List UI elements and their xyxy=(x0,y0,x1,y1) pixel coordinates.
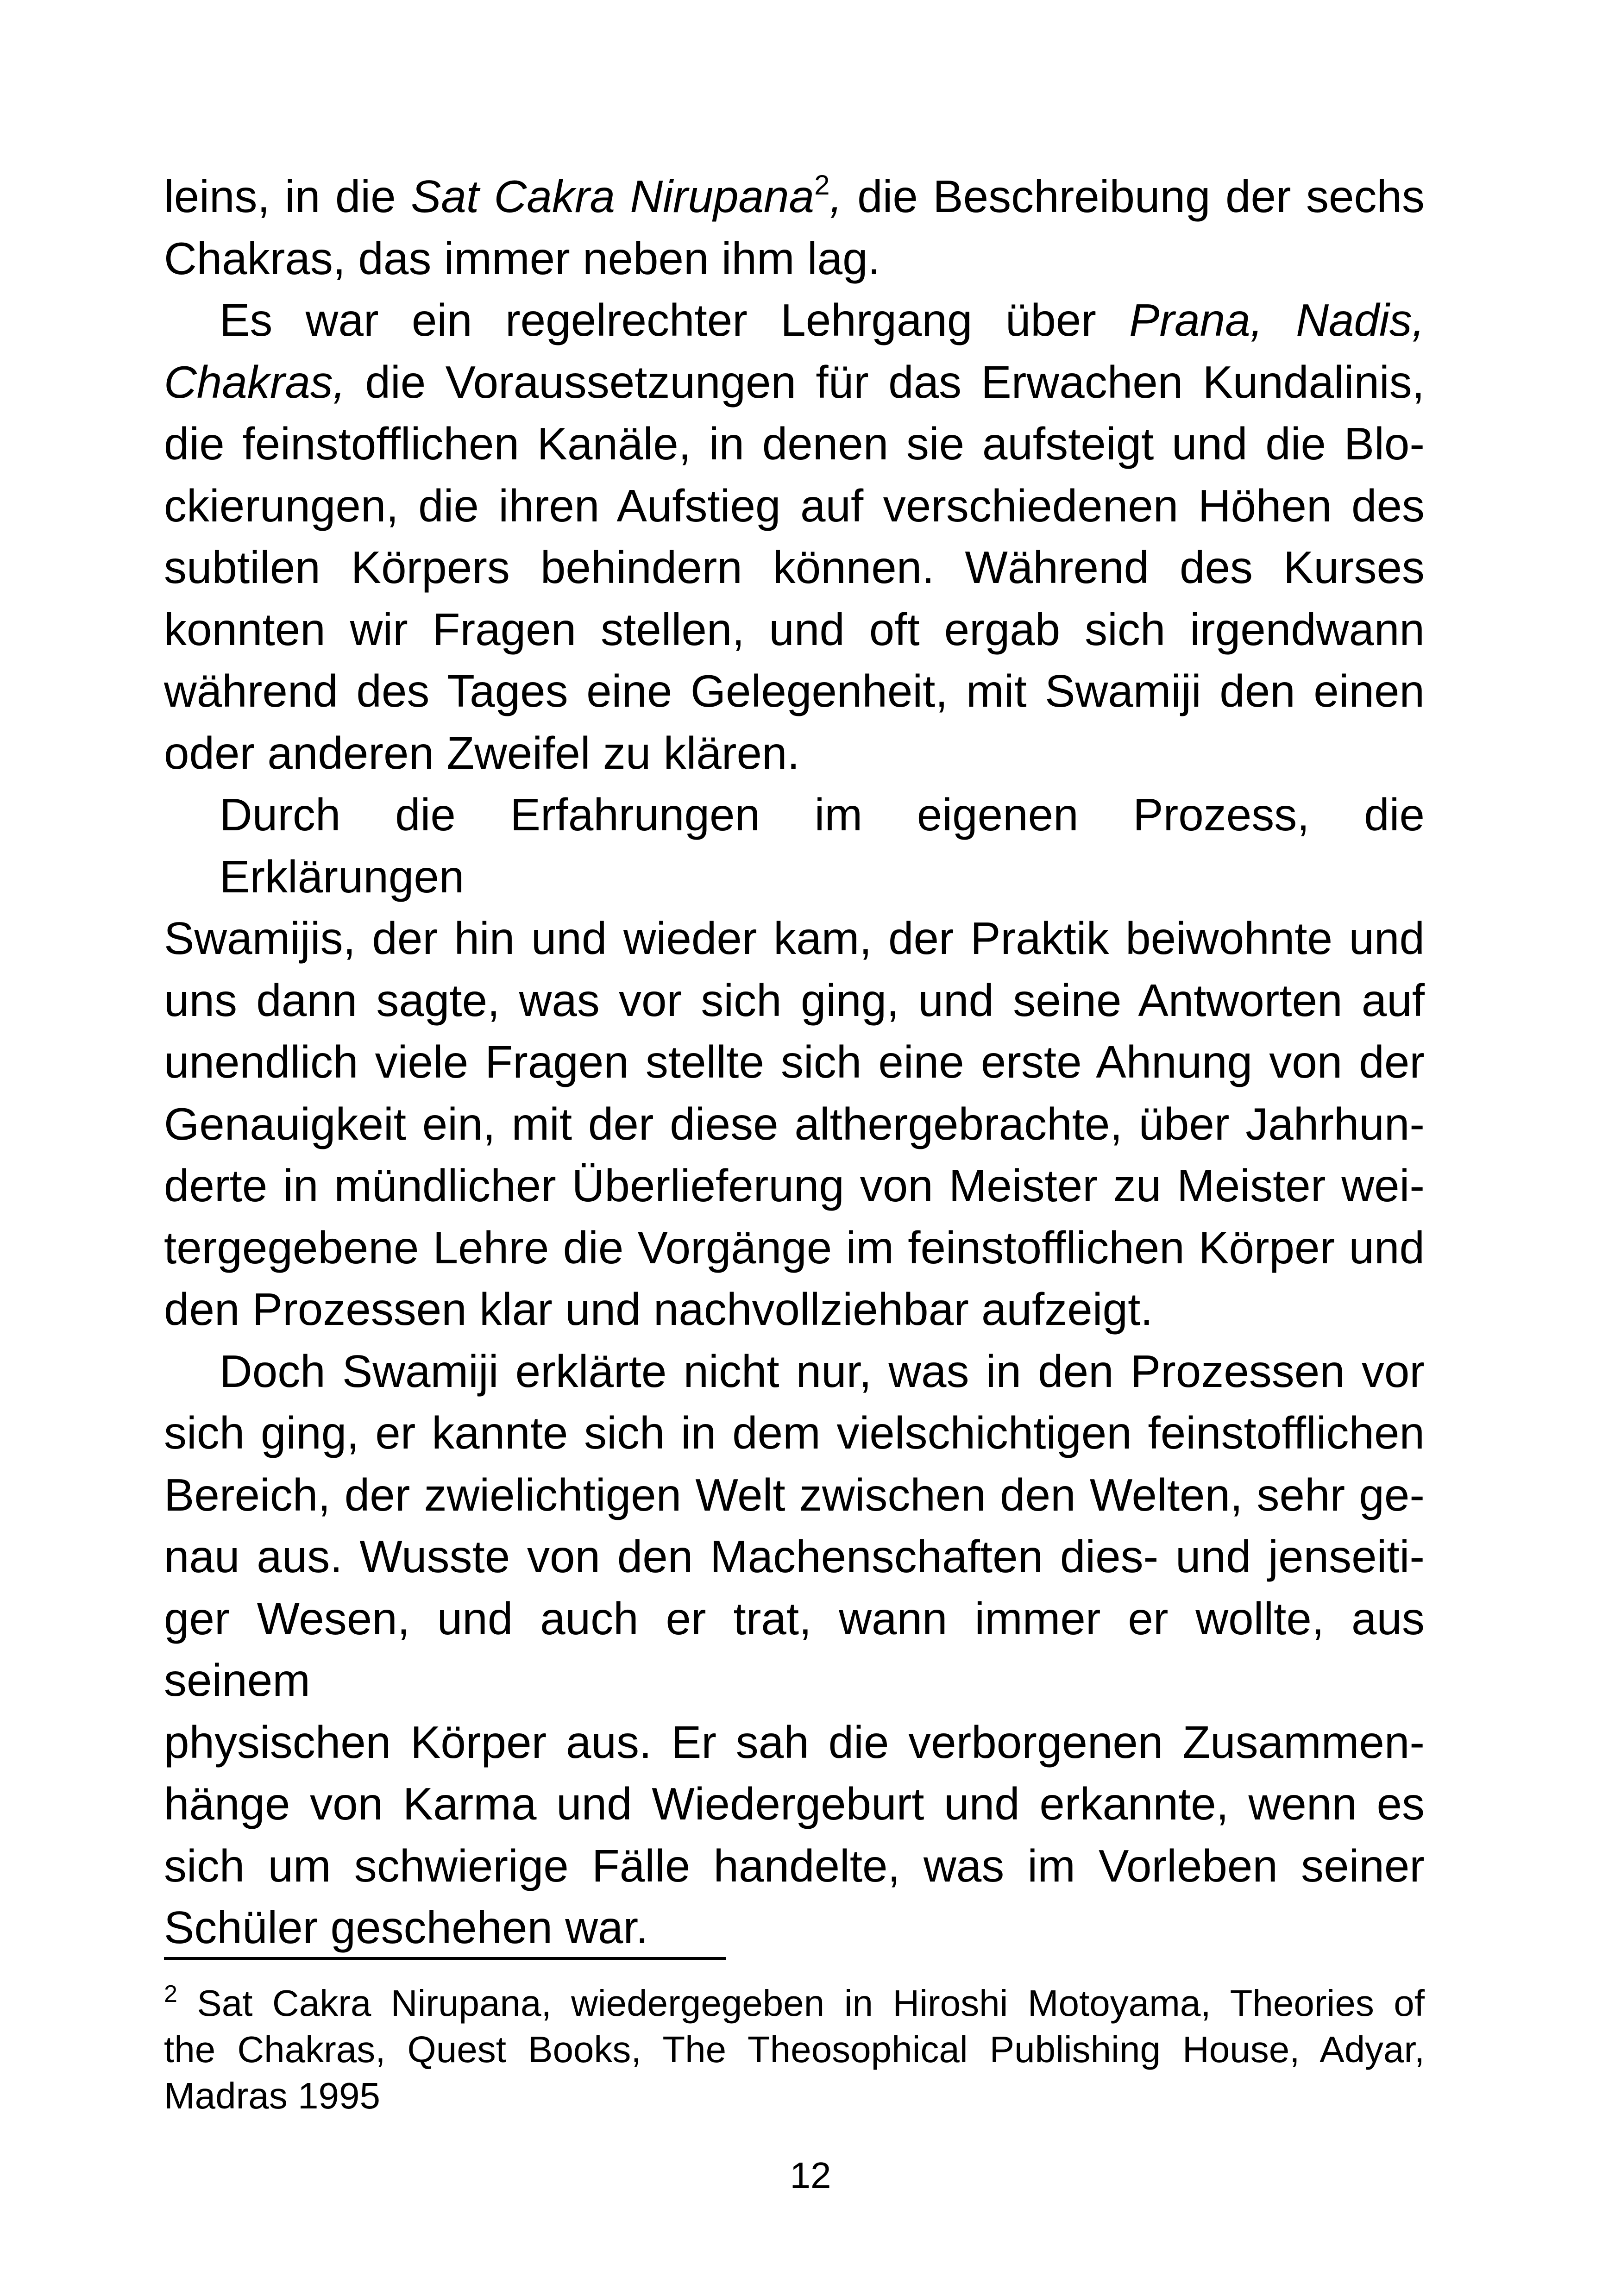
footnote-reference: 2 xyxy=(814,169,830,201)
footnote xyxy=(164,1980,1425,2119)
text-line: Bereich, der zwielichtigen Welt zwischen den Welten, sehr ge- xyxy=(164,1469,1425,1520)
text-line: sich um schwierige Fälle handelte, was im Vorleben seiner xyxy=(164,1840,1425,1891)
paragraph xyxy=(164,289,1425,784)
footnote-line: the Chakras, Quest Books, The Theosophical Publishing House, Adyar, xyxy=(164,2029,1425,2070)
text-line: den Prozessen klar und nachvollziehbar aufzeigt. xyxy=(164,1284,1153,1335)
text-line: Chakras, das immer neben ihm lag. xyxy=(164,232,880,284)
text-line: physischen Körper aus. Er sah die verborgenen Zusammen- xyxy=(164,1716,1425,1768)
text-line: die feinstofflichen Kanäle, in denen sie aufsteigt und die Blo- xyxy=(164,418,1425,469)
footnote-line: Madras 1995 xyxy=(164,2075,380,2116)
italic-term: , xyxy=(829,171,842,222)
italic-term: Chakras, xyxy=(164,356,346,408)
paragraph xyxy=(164,784,1425,1341)
text-line: leins, in die Sat Cakra Nirupana$^2$, die Beschreibung der sechs xyxy=(164,169,1425,222)
text-line: Schüler geschehen war. xyxy=(164,1902,648,1953)
text-line: Durch die Erfahrungen im eigenen Prozess, die Erklärungen xyxy=(220,789,1425,902)
text-line: tergegebene Lehre die Vorgänge im feinstofflichen Körper und xyxy=(164,1222,1425,1273)
text-line: subtilen Körpers behindern können. Während des Kurses xyxy=(164,542,1425,593)
page-number: 12 xyxy=(790,2155,831,2196)
italic-term: Sat Cakra Nirupana xyxy=(411,171,815,222)
text-line: Doch Swamiji erklärte nicht nur, was in den Prozessen vor xyxy=(220,1345,1425,1397)
italic-term: Prana, Nadis, xyxy=(1129,295,1425,345)
text-line: ckierungen, die ihren Aufstieg auf verschiedenen Höhen des xyxy=(164,480,1425,531)
text-line: uns dann sagte, was vor sich ging, und seine Antworten auf xyxy=(164,974,1425,1026)
text-line: Chakras, die Voraussetzungen für das Erwachen Kundalinis, xyxy=(164,356,1425,408)
text-line: ger Wesen, und auch er trat, wann immer er wollte, aus seinem xyxy=(164,1593,1425,1706)
paragraphs xyxy=(164,166,1425,1959)
body-text xyxy=(164,166,1425,1959)
paragraph xyxy=(164,166,1425,289)
text-line: Genauigkeit ein, mit der diese althergebrachte, über Jahrhun- xyxy=(164,1098,1425,1149)
text-line: während des Tages eine Gelegenheit, mit Swamiji den einen xyxy=(164,665,1425,716)
paragraph xyxy=(164,1341,1425,1959)
text-line: sich ging, er kannte sich in dem vielschichtigen feinstofflichen xyxy=(164,1407,1425,1458)
text-line: Es war ein regelrechter Lehrgang über Prana, Nadis, xyxy=(220,295,1425,345)
footnote-line: $^2$ Sat Cakra Nirupana, wiedergegeben in Hiroshi Motoyama, Theories of xyxy=(164,1981,1425,2024)
text-line: derte in mündlicher Überlieferung von Meister zu Meister wei- xyxy=(164,1160,1425,1211)
text-line: konnten wir Fragen stellen, und oft ergab sich irgendwann xyxy=(164,603,1425,655)
text-line: Swamijis, der hin und wieder kam, der Praktik beiwohnte und xyxy=(164,913,1425,964)
text-line: hänge von Karma und Wiedergeburt und erkannte, wenn es xyxy=(164,1778,1425,1829)
text-line: nau aus. Wusste von den Machenschaften dies- und jenseiti- xyxy=(164,1531,1425,1582)
footnote-marker: 2 xyxy=(164,1981,177,2007)
text-line: oder anderen Zweifel zu klären. xyxy=(164,727,800,778)
text-line: unendlich viele Fragen stellte sich eine erste Ahnung von der xyxy=(164,1036,1425,1087)
footnote-rule xyxy=(164,1957,726,1960)
